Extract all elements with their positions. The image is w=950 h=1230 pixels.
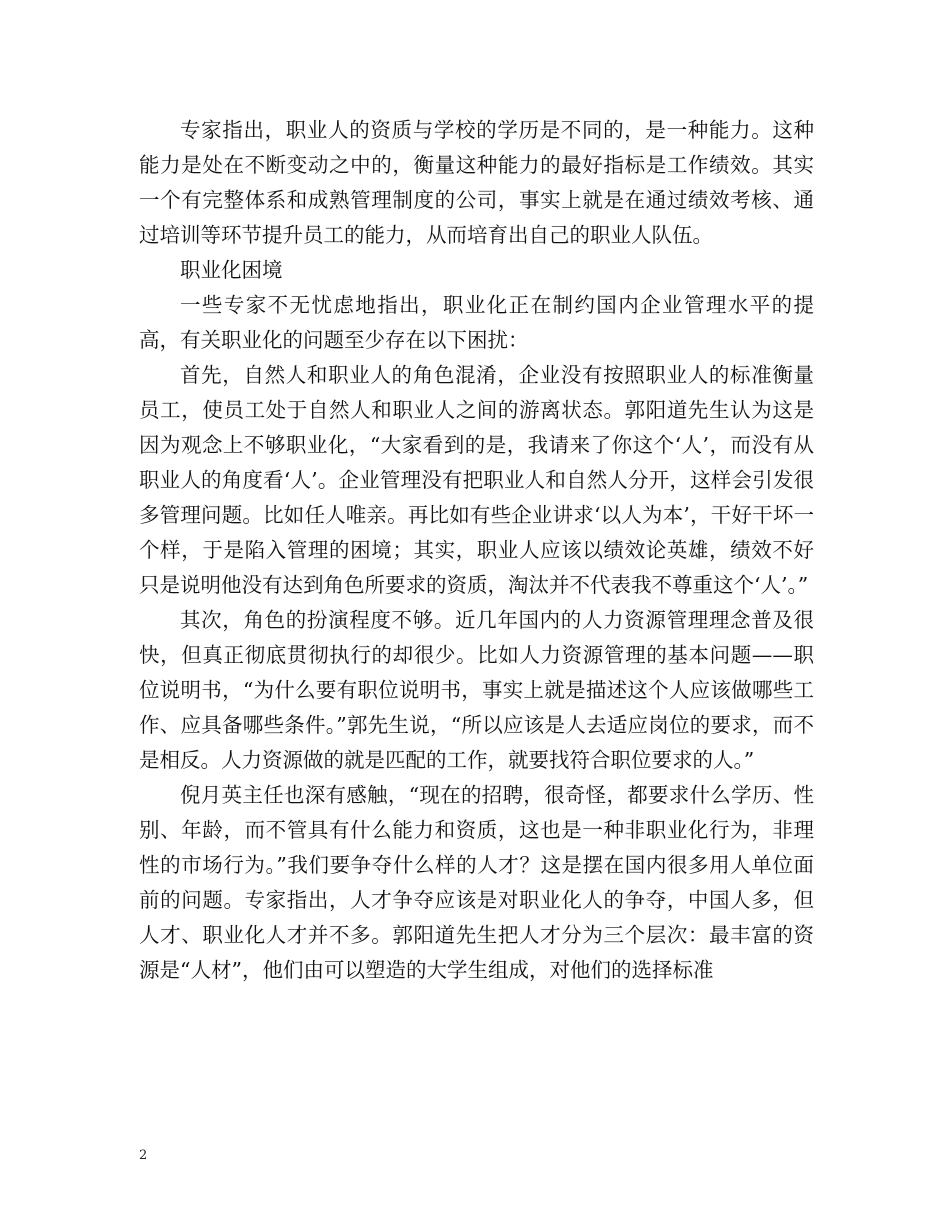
paragraph-first-issue: 首先，自然人和职业人的角色混淆，企业没有按照职业人的标准衡量员工，使员工处于自然人和职业人之间的游离状态。郭阳道先生认为这是因为观念上不够职业化，“大家看到的是，我请来了你这个‘人’，而没有从职业人的角度看‘人’。企业管理没有把职业人和自然人分开，这样会引发很多管理问题。比如任人唯亲。再比如有些企业讲求‘以人为本’，干好干坏一个样，于是陷入管理的困境；其实，职业人应该以绩效论英雄，绩效不好只是说明他没有达到角色所要求的资质，淘汰并不代表我不尊重这个‘人’。” — [139, 363, 814, 597]
paragraph-recruitment: 倪月英主任也深有感触，“现在的招聘，很奇怪，都要求什么学历、性别、年龄，而不管具有什么能力和资质，这也是一种非职业化行为，非理性的市场行为。”我们要争夺什么样的人才？这是摆在国内很多用人单位面前的问题。专家指出，人才争夺应该是对职业化人的争夺，中国人多，但人才、职业化人才并不多。郭阳道先生把人才分为三个层次：最丰富的资源是“人材”，他们由可以塑造的大学生组成，对他们的选择标准 — [139, 783, 814, 982]
document-body — [139, 113, 814, 988]
paragraph-expert-concern: 一些专家不无忧虑地指出，职业化正在制约国内企业管理水平的提高，有关职业化的问题至少存在以下困扰： — [139, 293, 814, 352]
paragraph-second-issue: 其次，角色的扮演程度不够。近几年国内的人力资源管理理念普及很快，但真正彻底贯彻执行的却很少。比如人力资源管理的基本问题——职位说明书，“为什么要有职位说明书，事实上就是描述这个人应该做哪些工作、应具备哪些条件。”郭先生说，“所以应该是人去适应岗位的要求，而不是相反。人力资源做的就是匹配的工作，就要找符合职位要求的人。” — [139, 608, 814, 772]
page-number: 2 — [139, 1148, 148, 1163]
section-heading-professionalization-dilemma: 职业化困境 — [180, 258, 283, 282]
paragraph-qualification: 专家指出，职业人的资质与学校的学历是不同的，是一种能力。这种能力是处在不断变动之中的，衡量这种能力的最好指标是工作绩效。其实一个有完整体系和成熟管理制度的公司，事实上就是在通过绩效考核、通过培训等环节提升员工的能力，从而培育出自己的职业人队伍。 — [139, 118, 814, 247]
